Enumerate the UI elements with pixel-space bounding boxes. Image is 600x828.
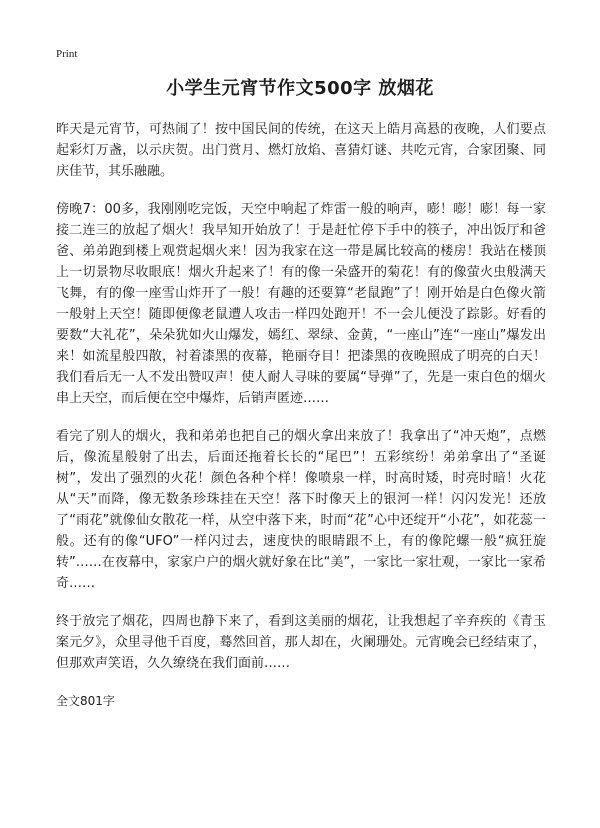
article-paragraph: 昨天是元宵节，可热闹了！按中国民间的传统，在这天上皓月高悬的夜晚，人们要点起彩灯万盏，以示庆贺。出门赏月、燃灯放焰、喜猜灯谜、共吃元宵，合家团聚、同庆佳节，其乐融融。 [56,122,546,179]
article-title: 小学生元宵节作文500字 放烟花 [166,78,434,99]
word-count: 全文801字 [56,694,115,708]
article-paragraph: 看完了别人的烟火，我和弟弟也把自己的烟火拿出来放了！我拿出了“冲天炮”，点燃后，像流星般射了出去，后面还拖着长长的“尾巴”！五彩缤纷！弟弟拿出了“圣诞树”，发出了强烈的火花！颜色各种个样！像喷泉一样，时高时矮，时亮时暗！火花从“天”而降，像无数条珍珠挂在天空！落下时像天上的银河一样！闪闪发光！还放了“雨花”就像仙女散花一样，从空中落下来，时而“花”心中还绽开“小花”，如花蕊一般。还有的像“UFO”一样闪过去，速度快的眼睛跟不上，有的像陀螺一般“疯狂旋转”……在夜幕中，家家户户的烟火就好象在比“美”，一家比一家壮观，一家比一家希奇…… [56,429,546,591]
article-paragraph: 傍晚7：00多，我刚刚吃完饭，天空中响起了炸雷一般的响声，嘭！嘭！嘭！每一家接二连三的放起了烟火！我早知开始放了！于是赶忙停下手中的筷子，冲出饭厅和爸爸、弟弟跑到楼上观赏起烟火来！因为我家在这一带是属比较高的楼房！我站在楼顶上一切景物尽收眼底！烟火升起来了！有的像一朵盛开的菊花！有的像萤火虫般满天飞舞，有的像一座雪山炸开了一般！有趣的还要算“老鼠跑”了！刚开始是白色像火箭一般射上天空！随即便像老鼠遭人攻击一样四处跑开！不一会儿便没了踪影。好看的要数“大礼花”，朵朵犹如火山爆发，嫣红、翠绿、金黄，“一座山”连“一座山”爆发出来！如流星般四散，衬着漆黑的夜幕，艳丽夺目！把漆黑的夜晚照成了明亮的白天！我们看后无一人不发出赞叹声！使人耐人寻味的要属“导弹”了，先是一束白色的烟火串上天空，而后便在空中爆炸，后销声匿迹…… [56,202,546,406]
article-paragraph: 终于放完了烟花，四周也静下来了，看到这美丽的烟花，让我想起了辛弃疾的《青玉案元夕》，众里寻他千百度，蓦然回首，那人却在，火阑珊处。元宵晚会已经结束了，但那欢声笑语，久久缭绕在我们面前…… [56,614,546,671]
print-link[interactable]: Print [56,48,78,60]
article-body [56,119,546,712]
